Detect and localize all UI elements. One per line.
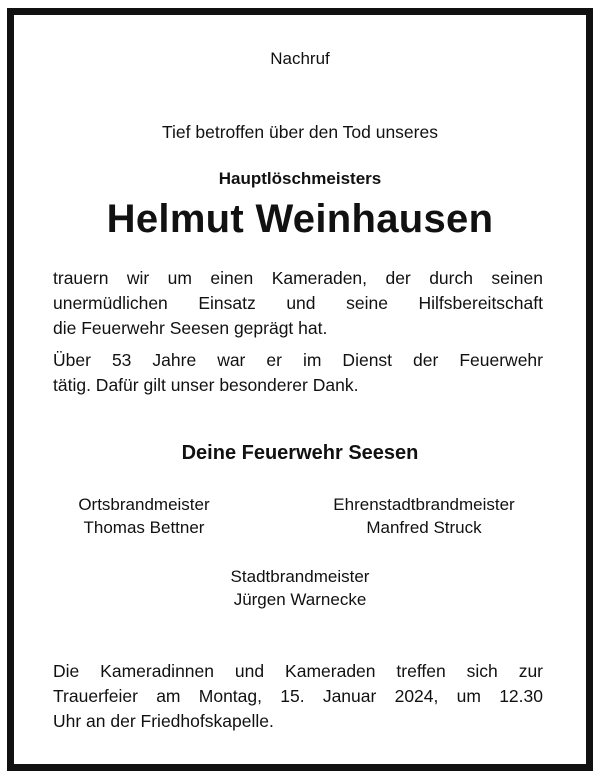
closing-line: Trauerfeier am Montag, 15. Januar 2024, um 12.30 — [53, 686, 543, 706]
paragraph-service-line: Über 53 Jahre war er im Dienst der Feuerwehr — [53, 350, 543, 370]
notice-heading: Nachruf — [270, 49, 330, 68]
paragraph-tribute — [53, 266, 543, 341]
deceased-name: Helmut Weinhausen — [106, 197, 494, 241]
signatory-title: Stadtbrandmeister — [230, 567, 370, 586]
paragraph-service — [53, 348, 543, 398]
paragraph-tribute-line: unermüdlichen Einsatz und seine Hilfsbereitschaft — [53, 293, 543, 313]
signatory-title: Ehrenstadtbrandmeister — [333, 495, 515, 514]
signatory-center — [14, 565, 586, 611]
obituary-frame — [7, 8, 593, 771]
paragraph-service-line: tätig. Dafür gilt unser besonderer Dank. — [53, 375, 359, 395]
signatory-name: Thomas Bettner — [83, 518, 205, 537]
signatory-title: Ortsbrandmeister — [78, 495, 210, 514]
rank-title: Hauptlöschmeisters — [218, 169, 382, 188]
organization-name: Deine Feuerwehr Seesen — [181, 442, 419, 464]
signatory-right — [304, 493, 544, 539]
closing-line: Die Kameradinnen und Kameraden treffen sich zur — [53, 661, 543, 681]
signatory-name: Manfred Struck — [366, 518, 482, 537]
closing-paragraph — [53, 659, 543, 734]
paragraph-tribute-line: trauern wir um einen Kameraden, der durch seinen — [53, 268, 543, 288]
intro-line: Tief betroffen über den Tod unseres — [162, 122, 438, 142]
signatory-left — [44, 493, 244, 539]
paragraph-tribute-line: die Feuerwehr Seesen geprägt hat. — [53, 318, 328, 338]
signatory-name: Jürgen Warnecke — [233, 590, 367, 609]
closing-line: Uhr an der Friedhofskapelle. — [53, 711, 274, 731]
